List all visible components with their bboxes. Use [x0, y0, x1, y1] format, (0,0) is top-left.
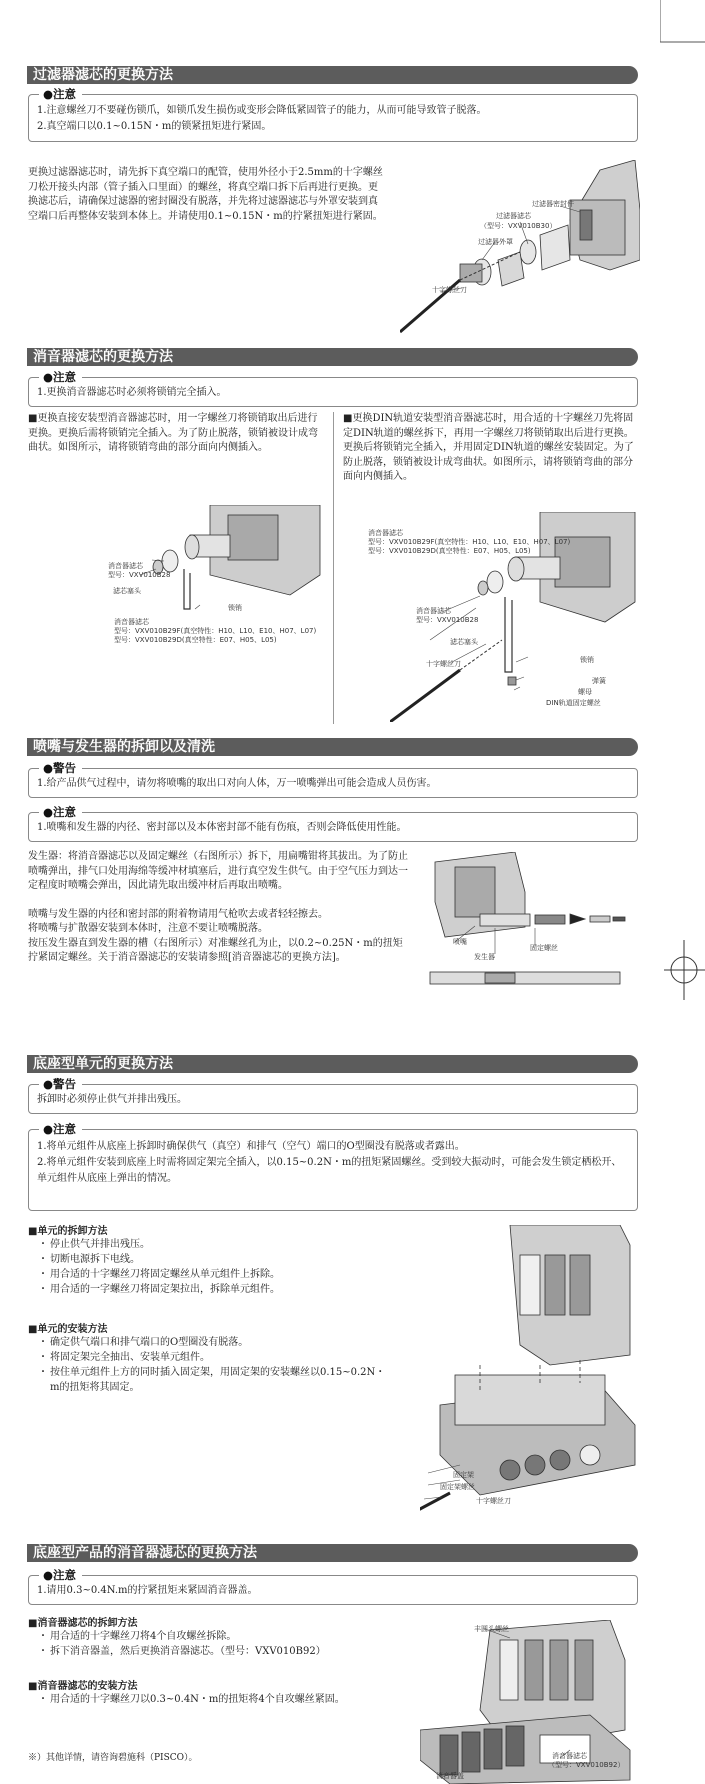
list-item: ・ 用合适的十字螺丝刀将4个自攻螺丝拆除。 — [38, 1629, 408, 1644]
list-item: ・ 切断电源拆下电线。 — [38, 1252, 408, 1267]
label-unit-driver: 十字螺丝刀 — [476, 1497, 511, 1505]
caution-label: ●注意 — [39, 369, 82, 385]
caution-label: ●注意 — [39, 1121, 82, 1137]
caution-item: 1.请用0.3~0.4N.m的拧紧扭矩来紧固消音器盖。 — [37, 1585, 258, 1596]
column-divider — [333, 412, 334, 724]
nozzle-diagram — [425, 852, 640, 987]
label-din-silencer-model-d: 型号：VXV010B29D(真空特性：E07、H05、L05) — [368, 547, 531, 555]
label-din-rail-screw: DIN轨道固定螺丝 — [546, 699, 601, 707]
warning-label: ●警告 — [39, 760, 82, 776]
section-title-base-unit: 底座型单元的更换方法 — [27, 1055, 638, 1073]
din-mount-text: ■更换DIN轨道安装型消音器滤芯时，用合适的十字螺丝刀先将固定DIN轨道的螺丝拆下，再用一字螺丝刀将锁销取出后进行更换。更换后将锁销完全插入，并用固定DIN轨道的螺丝安装固定。为了防止脱落，锁销被设计成弯曲状。如图所示，请将锁销弯曲的部分面向内侧插入。 — [343, 413, 634, 482]
label-bracket-screw: 固定架螺丝 — [440, 1483, 475, 1491]
label-din-spring: 弹簧 — [592, 677, 606, 685]
label-din-silencer: 消音器滤芯 — [368, 529, 403, 537]
caution-item: 2.将单元组件安装到底座上时需将固定架完全插入，以0.15~0.2N・m的扭矩紧固螺丝。受到较大振动时，可能会发生锁定栖松开、单元组件从底座上弹出的情况。 — [37, 1157, 622, 1184]
label-phillips-driver: 十字螺丝刀 — [432, 286, 467, 294]
label-din-plug: 滤芯塞头 — [450, 638, 478, 646]
label-din-filter: 消音器滤芯 — [416, 607, 451, 615]
warning-box — [28, 1077, 638, 1114]
caution-box — [28, 87, 638, 142]
caution-item: 1.更换消音器滤芯时必须将锁销完全插入。 — [37, 387, 227, 398]
label-nozzle: 喷嘴 — [453, 938, 467, 946]
direct-mount-text: ■更换直接安装型消音器滤芯时，用一字螺丝刀将锁销取出后进行更换。更换后需将锁销完全插入。为了防止脱落，锁销被设计成弯曲状。如图所示，请将锁销弯曲的部分面向内侧插入。 — [28, 413, 318, 453]
warning-item: 1.给产品供气过程中，请勿将喷嘴的取出口对向人体，万一喷嘴弹出可能会造成人员伤害。 — [37, 778, 437, 789]
label-filter-seal: 过滤器密封件 — [532, 200, 574, 208]
unit-install-block — [28, 1320, 388, 1395]
label-silencer-model-f: 型号：VXV010B29F(真空特性：H10、L10、E10、H07、L07) — [114, 627, 317, 635]
silencer-remove-block — [28, 1614, 408, 1659]
label-din-driver: 十字螺丝刀 — [426, 660, 461, 668]
label-din-filter-model: 型号：VXV010B28 — [416, 616, 479, 624]
caution-box — [28, 1122, 638, 1211]
label-fix-screw: 固定螺丝 — [530, 944, 558, 952]
list-item: ・ 用合适的十字螺丝刀将固定螺丝从单元组件上拆除。 — [38, 1267, 408, 1282]
crop-mark — [660, 0, 705, 45]
label-din-pin: 锁销 — [580, 656, 594, 664]
section-title-filter: 过滤器滤芯的更换方法 — [27, 66, 638, 84]
label-base-silencer-filter: 消音器滤芯 — [552, 1752, 587, 1760]
label-silencer-model-d: 型号：VXV010B29D(真空特性：E07、H05、L05) — [114, 636, 277, 644]
silencer-install-block — [28, 1677, 408, 1707]
label-din-silencer-model-f: 型号：VXV010B29F(真空特性：H10、L10、E10、H07、L07) — [368, 538, 571, 546]
silencer-remove-title: ■消音器滤芯的拆卸方法 — [28, 1618, 138, 1629]
nozzle-body — [28, 850, 408, 966]
label-generator: 发生器 — [474, 953, 495, 961]
list-item: ・ 拆下消音器盖，然后更换消音器滤芯。（型号：VXV010B92） — [38, 1644, 408, 1659]
caution-item: 1.将单元组件从底座上拆卸时确保供气（真空）和排气（空气）端口的O型圈没有脱落或者露出。 — [37, 1141, 465, 1152]
unit-remove-title: ■单元的拆卸方法 — [28, 1226, 108, 1237]
label-lock-pin: 锁销 — [228, 604, 242, 612]
list-item: ・ 按住单元组件上方的同时插入固定架，用固定架的安装螺丝以0.15~0.2N・m的扭矩将其固定。 — [38, 1365, 388, 1395]
label-silencer-filter: 消音器滤芯 — [108, 562, 143, 570]
label-silencer-filter-model: 型号：VXV010B28 — [108, 571, 171, 579]
list-item: ・ 停止供气并排出残压。 — [38, 1237, 408, 1252]
label-base-silencer-model: （型号：VXV010B92） — [548, 1761, 625, 1769]
caution-item: 1.喷嘴和发生器的内径、密封部以及本体密封部不能有伤痕，否则会降低使用性能。 — [37, 822, 407, 833]
caution-box — [28, 370, 638, 407]
label-silencer-cover: 消音器盖 — [436, 1772, 464, 1780]
unit-remove-block — [28, 1222, 408, 1297]
caution-label: ●注意 — [39, 1567, 82, 1583]
section-title-base-silencer: 底座型产品的消音器滤芯的更换方法 — [27, 1544, 638, 1562]
silencer-install-title: ■消音器滤芯的安装方法 — [28, 1681, 138, 1692]
list-item: ・ 用合适的十字螺丝刀以0.3~0.4N・m的扭矩将4个自攻螺丝紧固。 — [38, 1692, 408, 1707]
nozzle-para: 将喷嘴与扩散器安装到本体时，注意不要让喷嘴脱落。 — [28, 923, 268, 934]
caution-item: 2.真空端口以0.1~0.15N・m的锁紧扭矩进行紧固。 — [37, 121, 272, 132]
label-filter-model: （型号：VXV010B30） — [480, 222, 557, 230]
unit-install-title: ■单元的安装方法 — [28, 1324, 108, 1335]
label-silencer: 消音器滤芯 — [114, 618, 149, 626]
caution-box — [28, 1568, 638, 1605]
warning-item: 拆卸时必须停止供气并排出残压。 — [37, 1094, 187, 1105]
filter-body-text: 更换过滤器滤芯时，请先拆下真空端口的配管，使用外径小于2.5mm的十字螺丝刀松开接头内部（管子插入口里面）的螺丝，将真空端口拆下后再进行更换。更换滤芯后，请确保过滤器的密封圈没有脱落，并先将过滤器滤芯与外罩安装到真空端口后再整体安装到本体上。并请使用0.1~0.15N・m的拧紧扭矩进行紧固。 — [28, 167, 383, 222]
list-item: ・ 用合适的一字螺丝刀将固定架拉出，拆除单元组件。 — [38, 1282, 408, 1297]
label-round-screw: 丰圆头螺丝 — [474, 1625, 509, 1633]
list-item: ・ 将固定架完全抽出、安装单元组件。 — [38, 1350, 388, 1365]
base-silencer-diagram — [420, 1620, 640, 1784]
label-filter-cover: 过滤器外罩 — [478, 238, 513, 246]
registration-mark — [662, 940, 705, 1000]
caution-label: ●注意 — [39, 804, 82, 820]
nozzle-para: 喷嘴与发生器的内径和密封部的附着物请用气枪吹去或者轻轻擦去。 — [28, 908, 328, 920]
section-title-nozzle: 喷嘴与发生器的拆卸以及清洗 — [27, 738, 638, 756]
list-item: ・ 确定供气端口和排气端口的O型圈没有脱落。 — [38, 1335, 388, 1350]
label-filter-element: 过滤器滤芯 — [496, 212, 531, 220]
section-title-silencer: 消音器滤芯的更换方法 — [27, 348, 638, 366]
nozzle-para: 按压发生器直到发生器的槽（右图所示）对准螺丝孔为止，以0.2~0.25N・m的扭矩拧紧固定螺丝。关于消音器滤芯的安装请参照[消音器滤芯的更换方法]。 — [28, 937, 403, 963]
warning-label: ●警告 — [39, 1076, 82, 1092]
label-filter-plug: 滤芯塞头 — [113, 587, 141, 595]
caution-label: ●注意 — [39, 86, 82, 102]
nozzle-para: 发生器：将消音器滤芯以及固定螺丝（右图所示）拆下，用扁嘴钳将其拔出。为了防止喷嘴弹出，排气口处用海绵等缓冲材填塞后，进行真空发生供气。由于空气压力到达一定程度时喷嘴会弹出，因此请先取出缓冲材后再取出喷嘴。 — [28, 851, 408, 891]
caution-item: 1.注意螺丝刀不要碰伤锁爪，如锁爪发生损伤或变形会降低紧固管子的能力，从而可能导致管子脱落。 — [37, 105, 487, 116]
label-din-nut: 螺母 — [578, 688, 592, 696]
footer-note: ※）其他详情，请咨询碧施科（PISCO）。 — [28, 1753, 198, 1763]
warning-box — [28, 761, 638, 798]
filter-diagram — [400, 160, 640, 340]
label-bracket: 固定架 — [453, 1471, 474, 1479]
caution-box — [28, 805, 638, 842]
